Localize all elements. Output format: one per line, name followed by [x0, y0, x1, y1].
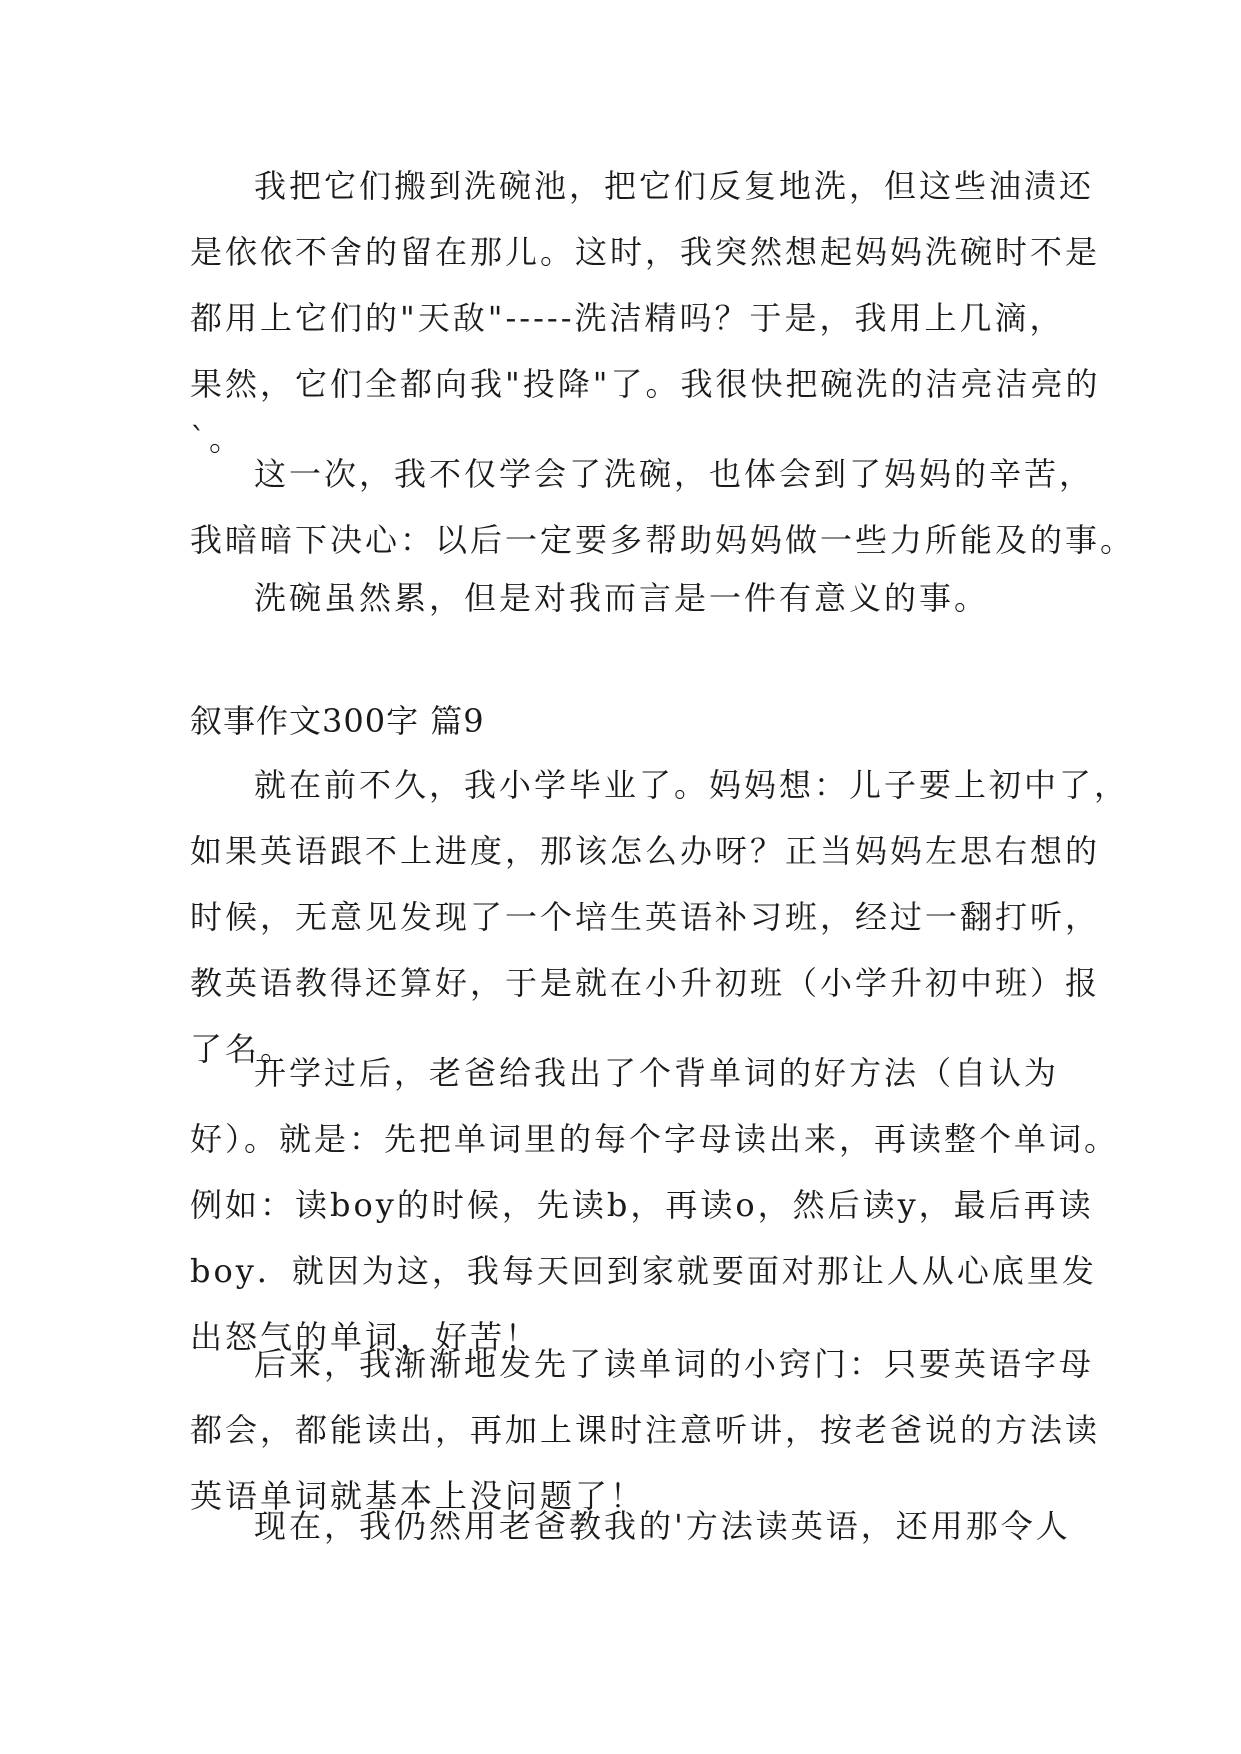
paragraph-graduation	[190, 752, 1130, 1082]
text-line: 果然，它们全都向我"投降"了。我很快把碗洗的洁亮洁亮的	[190, 365, 1101, 403]
text-line: 现在，我仍然用老爸教我的'方法读英语，还用那令人	[254, 1507, 1071, 1545]
text-line: 都会，都能读出，再加上课时注意听讲，按老爸说的方法读	[190, 1411, 1101, 1449]
text-line: 如果英语跟不上进度，那该怎么办呀？正当妈妈左思右想的	[190, 832, 1101, 870]
text-line: 我把它们搬到洗碗池，把它们反复地洗，但这些油渍还	[254, 167, 1095, 205]
paragraph-lesson-learned	[190, 441, 1136, 573]
paragraph-dishwashing-end	[190, 153, 1101, 461]
text-line: 时候，无意见发现了一个培生英语补习班，经过一翻打听，	[190, 898, 1101, 936]
text-line: 出怒气的单词，好苦！	[190, 1318, 541, 1356]
text-line: 这一次，我不仅学会了洗碗，也体会到了妈妈的辛苦，	[254, 455, 1095, 493]
text-line: 我暗暗下决心：以后一定要多帮助妈妈做一些力所能及的事。	[190, 521, 1136, 559]
paragraph-method	[190, 1040, 1120, 1370]
section-heading: 叙事作文300字 篇9	[190, 702, 485, 740]
paragraph-conclusion	[190, 565, 1070, 631]
text-line: 就在前不久，我小学毕业了。妈妈想：儿子要上初中了，	[254, 766, 1130, 804]
text-line: 是依依不舍的留在那儿。这时，我突然想起妈妈洗碗时不是	[190, 233, 1101, 271]
text-line: 例如：读boy的时候，先读b，再读o，然后读y，最后再读	[190, 1186, 1094, 1224]
text-line: 开学过后，老爸给我出了个背单词的好方法（自认为	[254, 1054, 1060, 1092]
text-line: 教英语教得还算好，于是就在小升初班（小学升初中班）报	[190, 964, 1101, 1002]
text-line: 都用上它们的"天敌"-----洗洁精吗？于是，我用上几滴，	[190, 299, 1065, 337]
text-line: 洗碗虽然累，但是对我而言是一件有意义的事。	[254, 579, 990, 617]
essay-heading	[190, 688, 1070, 754]
text-line: 好）。就是：先把单词里的每个字母读出来，再读整个单词。	[190, 1120, 1120, 1158]
text-line: boy．就因为这，我每天回到家就要面对那让人从心底里发	[190, 1252, 1097, 1290]
text-line: 英语单词就基本上没问题了！	[190, 1477, 646, 1515]
text-line: 了名。	[190, 1030, 296, 1068]
text-line: `。	[190, 420, 245, 458]
text-line: 后来，我渐渐地发先了读单词的小窍门：只要英语字母	[254, 1345, 1095, 1383]
paragraph-now	[190, 1493, 1070, 1559]
